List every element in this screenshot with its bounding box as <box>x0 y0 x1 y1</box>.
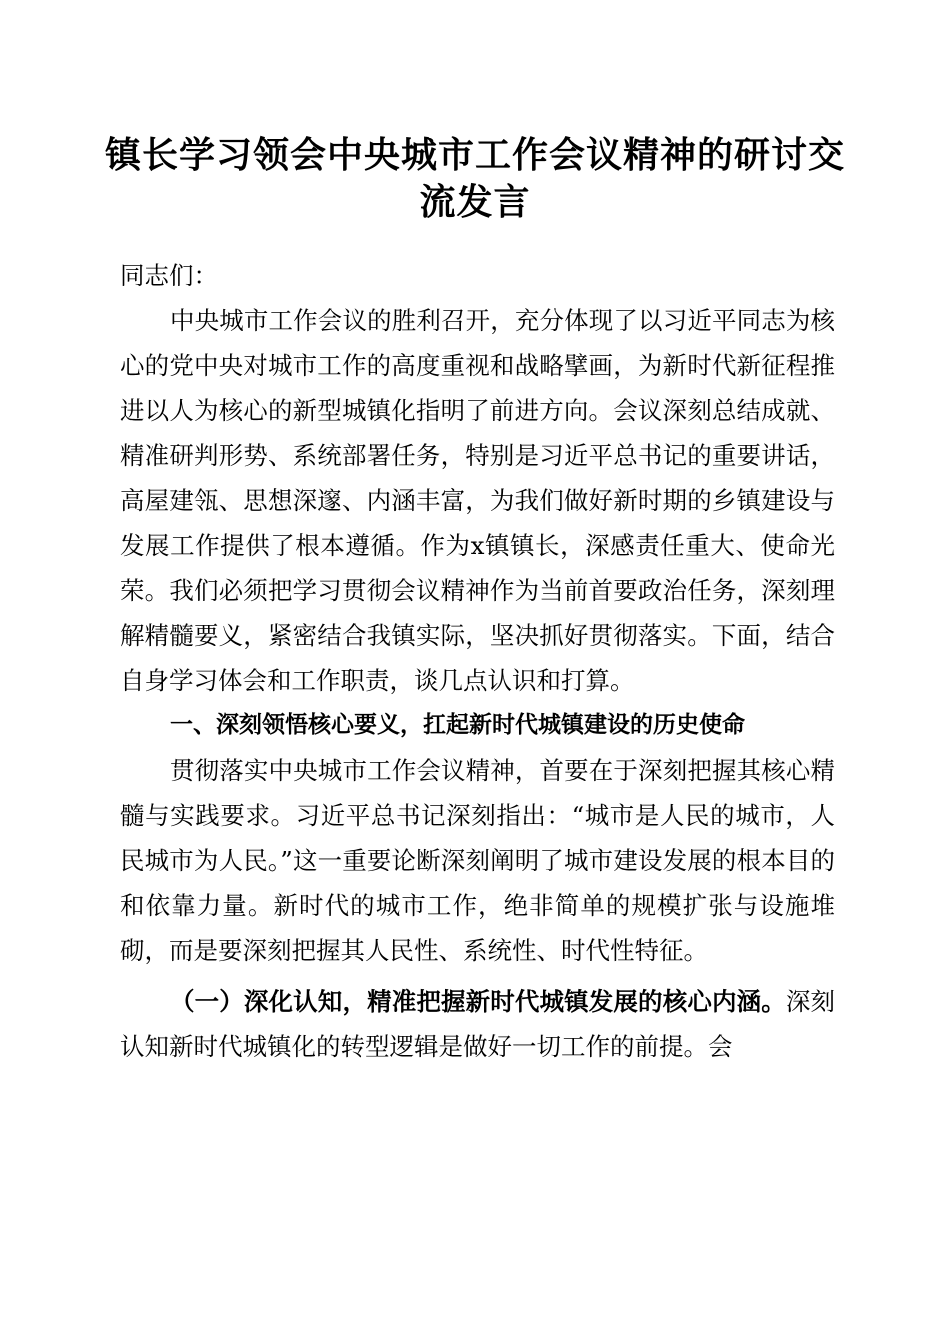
subsection-1-paragraph: 深刻认知新时代城镇化的转型逻辑是做好一切工作的前提。会 <box>120 987 836 1061</box>
document-body <box>120 253 835 1069</box>
section-1-heading: 一、深刻领悟核心要义，扛起新时代城镇建设的历史使命 <box>170 712 745 738</box>
document-title: 镇长学习领会中央城市工作会议精神的研讨交流发言 <box>104 134 845 223</box>
intro-paragraph: 中央城市工作会议的胜利召开，充分体现了以习近平同志为核心的党中央对城市工作的高度重视和战略擘画，为新时代新征程推进以人为核心的新型城镇化指明了前进方向。会议深刻总结成就、精准研判形势、系统部署任务，特别是习近平总书记的重要讲话，高屋建瓴、思想深邃、内涵丰富，为我们做好新时期的乡镇建设与发展工作提供了根本遵循。作为x镇镇长，深感责任重大、使命光荣。我们必须把学习贯彻会议精神作为当前首要政治任务，深刻理解精髓要义，紧密结合我镇实际，坚决抓好贯彻落实。下面，结合自身学习体会和工作职责，谈几点认识和打算。 <box>120 306 835 695</box>
salutation: 同志们： <box>120 261 218 290</box>
section-1-paragraph: 贯彻落实中央城市工作会议精神，首要在于深刻把握其核心精髓与实践要求。习近平总书记深刻指出：“城市是人民的城市，人民城市为人民。”这一重要论断深刻阐明了城市建设发展的根本目的和依靠力量。新时代的城市工作，绝非简单的规模扩张与设施堆砌，而是要深刻把握其人民性、系统性、时代性特征。 <box>120 756 835 965</box>
subsection-1-heading: （一）深化认知，精准把握新时代城镇发展的核心内涵。 <box>170 987 786 1016</box>
subsection-1-block <box>120 979 835 1069</box>
